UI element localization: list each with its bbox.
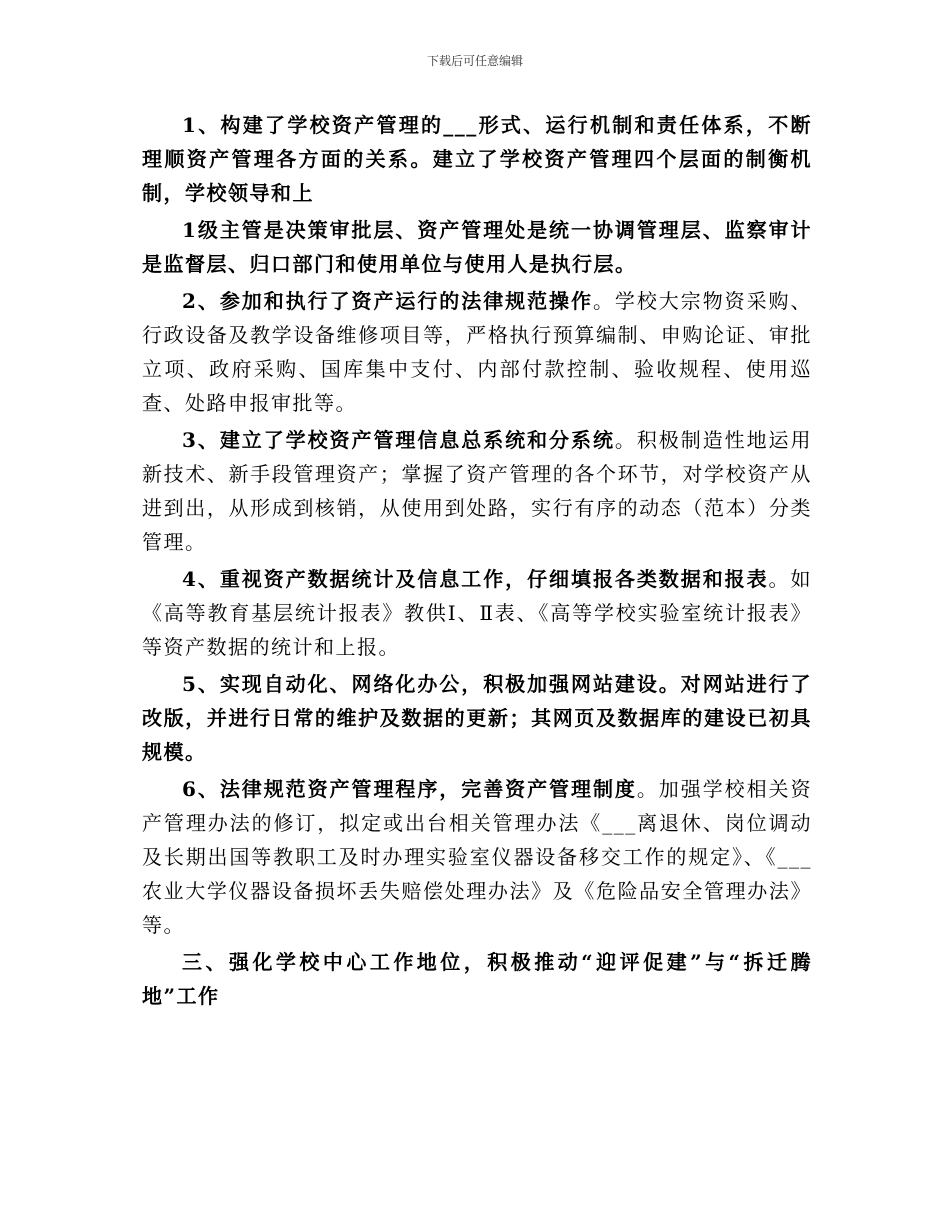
paragraph-7-lead: 6、法律规范资产管理程序，完善资产管理制度: [182, 777, 637, 801]
section-heading-3-text: 三、强化学校中心工作地位，积极推动“迎评促建”与“拆迁腾地”工作: [142, 950, 812, 1008]
paragraph-7-body: 。加强学校相关资产管理办法的修订，拟定或出台相关管理办法《___离退休、岗位调动及长期出国等教职工及时办理实验室仪器设备移交工作的规定》、《___农业大学仪器设备损坏丢失赔偿处理办法》及《危险品安全管理办法》等。: [142, 777, 813, 937]
paragraph-1-lead: 1、构建了学校资产管理的___形式、运行机制和责任体系，不断理顺资产管理各方面的关系。建立了学校资产管理四个层面的制衡机制，学校领导和上: [142, 113, 812, 205]
paragraph-3-lead: 2、参加和执行了资产运行的法律规范操作: [182, 289, 593, 313]
paragraph-3-body: 。学校大宗物资采购、行政设备及教学设备维修项目等，严格执行预算编制、申购论证、审批立项、政府采购、国库集中支付、内部付款控制、验收规程、使用巡查、处路申报审批等。: [142, 289, 812, 415]
paragraph-5: [142, 562, 812, 664]
paragraph-2-lead: 1级主管是决策审批层、资产管理处是统一协调管理层、监察审计是监督层、归口部门和使用单位与使用人是执行层。: [142, 218, 812, 276]
paragraph-3: [142, 284, 812, 420]
page-header: 下载后可任意编辑: [426, 54, 523, 68]
section-heading-3: [142, 945, 812, 1013]
paragraph-4-lead: 3、建立了学校资产管理信息总系统和分系统: [182, 428, 615, 452]
paragraph-6: [142, 667, 812, 769]
paragraph-1: [142, 108, 812, 210]
document-body: [142, 108, 812, 1016]
paragraph-5-body: 。如《高等教育基层统计报表》教供Ⅰ、Ⅱ表、《高等学校实验室统计报表》等资产数据的统计和上报。: [142, 567, 812, 659]
paragraph-4-body: 。积极制造性地运用新技术、新手段管理资产；掌握了资产管理的各个环节，对学校资产从进到出，从形成到核销，从使用到处路，实行有序的动态（范本）分类管理。: [142, 428, 812, 554]
paragraph-2: [142, 213, 812, 281]
paragraph-4: [142, 423, 812, 559]
paragraph-7: [142, 772, 812, 942]
paragraph-5-lead: 4、重视资产数据统计及信息工作，仔细填报各类数据和报表: [182, 567, 769, 591]
paragraph-6-lead: 5、实现自动化、网络化办公，积极加强网站建设。对网站进行了改版，并进行日常的维护及数据的更新；其网页及数据库的建设已初具规模。: [142, 672, 812, 764]
